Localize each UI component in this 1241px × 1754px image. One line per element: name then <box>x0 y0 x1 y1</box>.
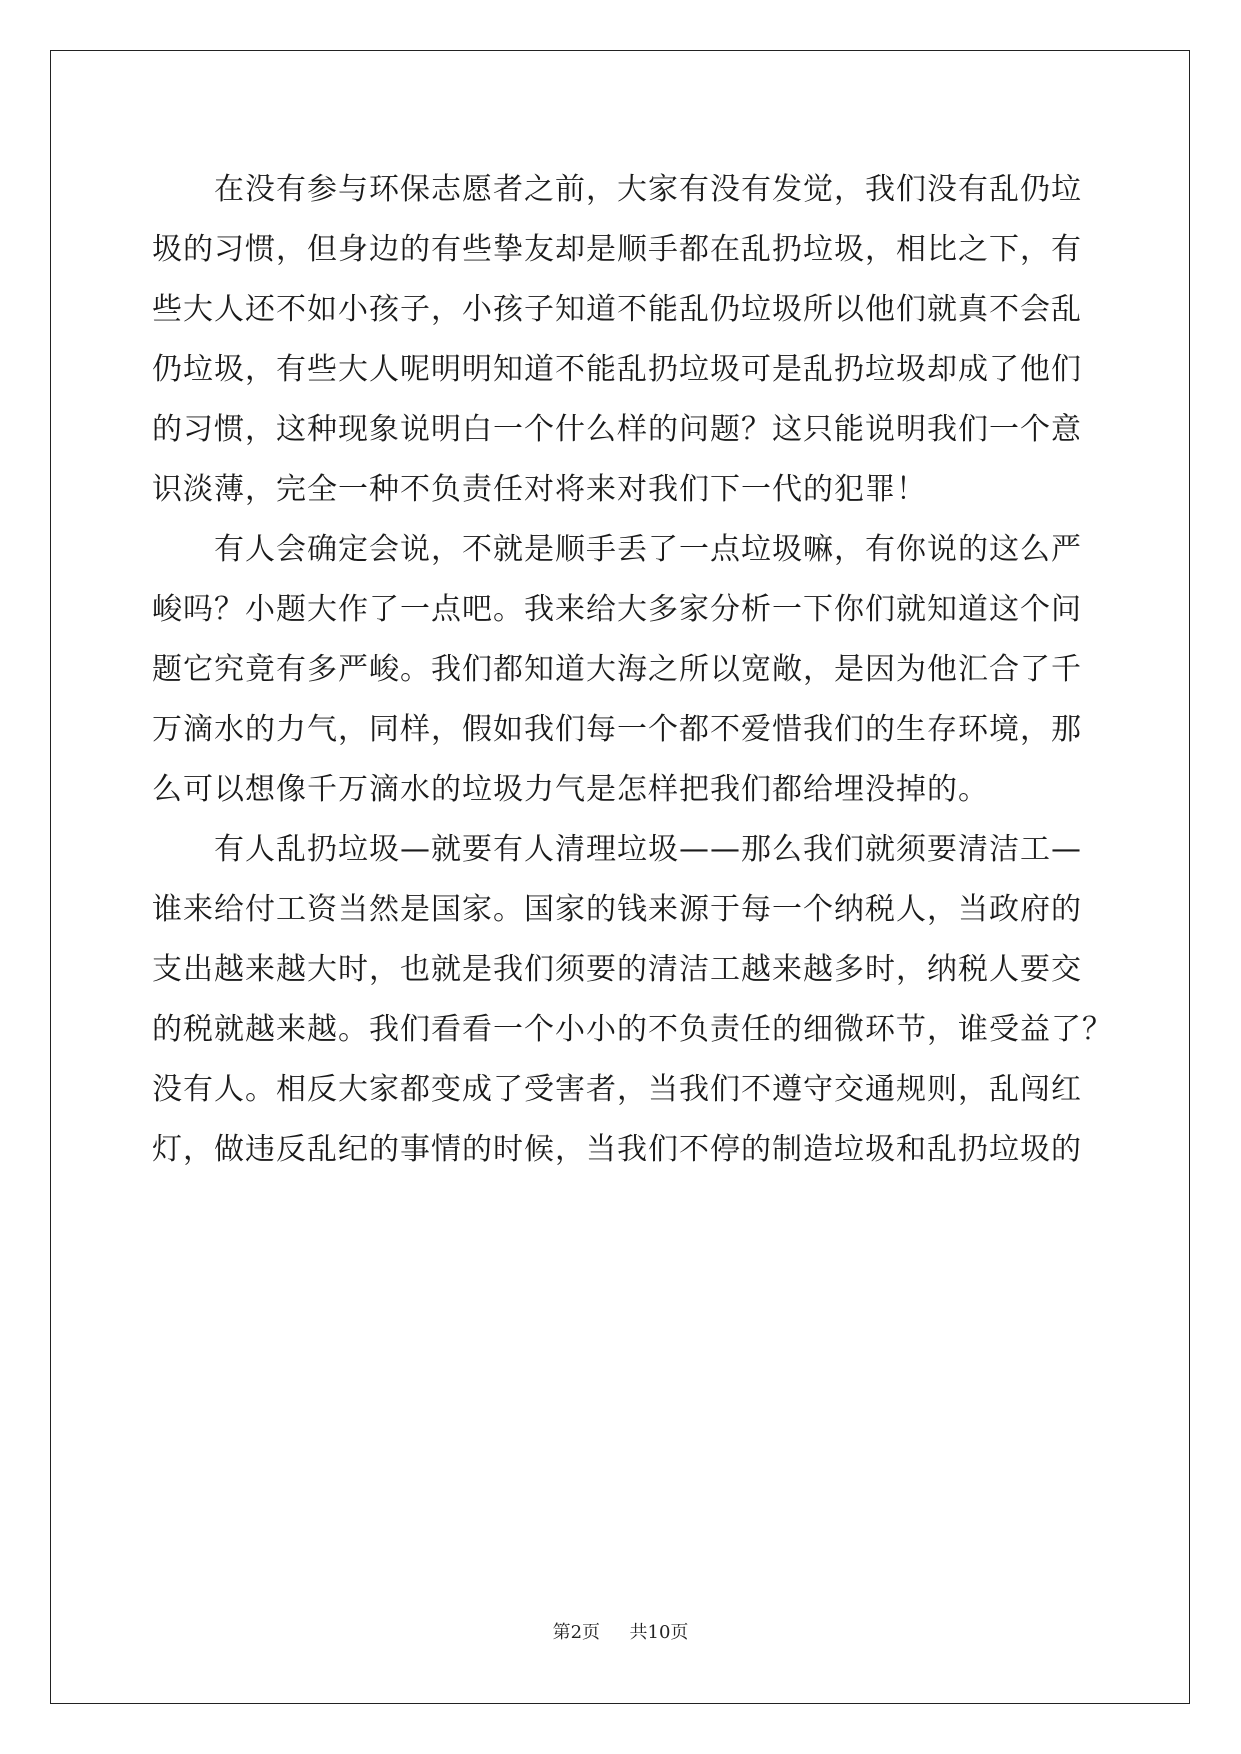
paragraph-1-line-5: 的习惯，这种现象说明白一个什么样的问题？这只能说明我们一个意 <box>152 412 1082 447</box>
paragraph-3-line-5: 没有人。相反大家都变成了受害者，当我们不遵守交通规则，乱闯红 <box>152 1072 1082 1107</box>
page-footer <box>0 1618 1241 1644</box>
page-number: 第2页 <box>552 1622 601 1643</box>
paragraph-1-line-2: 圾的习惯，但身边的有些挚友却是顺手都在乱扔垃圾，相比之下，有 <box>152 232 1082 267</box>
paragraph-3-line-1: 有人乱扔垃圾—就要有人清理垃圾——那么我们就须要清洁工— <box>214 832 1082 867</box>
paragraph-2-line-5: 么可以想像千万滴水的垃圾力气是怎样把我们都给埋没掉的。 <box>152 772 989 807</box>
paragraph-1-line-3: 些大人还不如小孩子，小孩子知道不能乱仍垃圾所以他们就真不会乱 <box>152 292 1082 327</box>
paragraph-2-line-1: 有人会确定会说，不就是顺手丢了一点垃圾嘛，有你说的这么严 <box>214 532 1082 567</box>
paragraph-3-line-3: 支出越来越大时，也就是我们须要的清洁工越来越多时，纳税人要交 <box>152 952 1082 987</box>
document-body <box>152 160 1113 1180</box>
paragraph-1-line-4: 仍垃圾，有些大人呢明明知道不能乱扔垃圾可是乱扔垃圾却成了他们 <box>152 352 1082 387</box>
paragraph-3-line-6: 灯，做违反乱纪的事情的时候，当我们不停的制造垃圾和乱扔垃圾的 <box>152 1132 1082 1167</box>
total-pages: 共10页 <box>629 1622 689 1643</box>
paragraph-2-line-3: 题它究竟有多严峻。我们都知道大海之所以宽敞，是因为他汇合了千 <box>152 652 1082 687</box>
paragraph-3-line-2: 谁来给付工资当然是国家。国家的钱来源于每一个纳税人，当政府的 <box>152 892 1082 927</box>
paragraph-2-line-4: 万滴水的力气，同样，假如我们每一个都不爱惜我们的生存环境，那 <box>152 712 1082 747</box>
paragraph-1-line-1: 在没有参与环保志愿者之前，大家有没有发觉，我们没有乱仍垃 <box>214 172 1082 207</box>
paragraph-1-line-6: 识淡薄，完全一种不负责任对将来对我们下一代的犯罪！ <box>152 472 927 507</box>
paragraph-3-line-4: 的税就越来越。我们看看一个小小的不负责任的细微环节，谁受益了？ <box>152 1012 1113 1047</box>
paragraph-2-line-2: 峻吗？小题大作了一点吧。我来给大多家分析一下你们就知道这个问 <box>152 592 1082 627</box>
